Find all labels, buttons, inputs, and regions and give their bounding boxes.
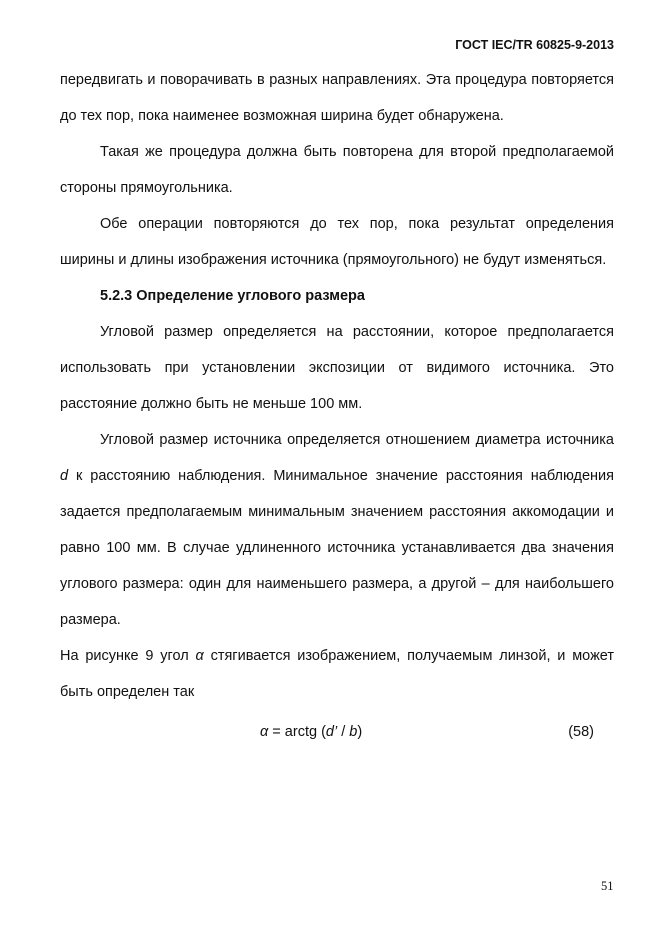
paragraph-5-text-b: к расстоянию наблюдения. Минимальное значение расстояния наблюдения задается предполагаемым минимальным значением расстояния аккомодации и равно 100 мм. В случае удлиненного источника устанавливается два значения углового размера: один для наименьшего размера, а другой – для наибольшего размера. — [60, 468, 614, 628]
formula-slash: / — [337, 724, 350, 740]
formula-eq: = arctg ( — [268, 724, 326, 740]
paragraph-6 — [60, 638, 614, 710]
formula-alpha: α — [260, 724, 269, 740]
equation-number: (58) — [568, 724, 594, 740]
formula-expression — [260, 714, 362, 750]
variable-alpha: α — [195, 648, 204, 664]
variable-d: d — [60, 468, 69, 484]
paragraph-6-text-b: стягивается изображением, получаемым линзой, и может быть определен так — [60, 648, 614, 700]
paragraph-6-text-a: На рисунке 9 угол — [60, 648, 196, 664]
paragraph-5 — [60, 422, 614, 638]
page-number: 51 — [601, 879, 614, 893]
paragraph-3: Обе операции повторяются до тех пор, пока результат определения ширины и длины изображения источника (прямоугольного) не будут изменяться. — [60, 216, 614, 268]
page-body — [60, 62, 614, 750]
document-header: ГОСТ IEC/TR 60825-9-2013 — [455, 38, 614, 52]
paragraph-2: Такая же процедура должна быть повторена для второй предполагаемой стороны прямоугольника. — [60, 144, 614, 196]
section-heading: 5.2.3 Определение углового размера — [100, 288, 365, 304]
formula-58 — [60, 714, 614, 750]
paragraph-4: Угловой размер определяется на расстоянии, которое предполагается использовать при установлении экспозиции от видимого источника. Это расстояние должно быть не меньше 100 мм. — [60, 324, 614, 412]
formula-d: d’ — [325, 724, 338, 740]
paragraph-5-text-a: Угловой размер источника определяется отношением диаметра источника — [100, 432, 614, 448]
formula-b: b — [349, 724, 358, 740]
formula-close: ) — [357, 724, 363, 740]
paragraph-1: передвигать и поворачивать в разных направлениях. Эта процедура повторяется до тех пор, пока наименее возможная ширина будет обнаружена. — [60, 72, 614, 124]
